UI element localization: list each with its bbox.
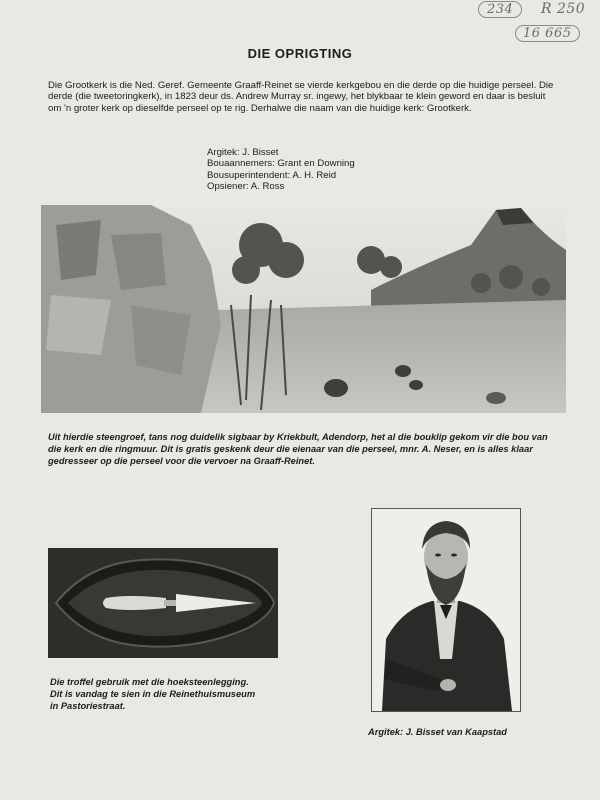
page-title: DIE OPRIGTING <box>247 46 353 61</box>
trowel-caption-line: Die troffel gebruik met die hoeksteenlegging. <box>50 677 249 687</box>
credits-list <box>207 147 355 192</box>
quarry-caption: Uit hierdie steengroef, tans nog duidelik sigbaar by Kriekbult, Adendorp, het al die bouklip gekom vir die bou van die kerk en die ringmuur. Dit is gratis geskenk deur die eienaar van die perseel, mnr. A. Neser, en is alles klaar gedresseer op die perseel voor die vervoer na Graaff-Reinet. <box>48 432 548 466</box>
credit-contractors: Bouaannemers: Grant en Downing <box>207 158 355 170</box>
credit-overseer: Opsiener: A. Ross <box>207 180 285 192</box>
intro-paragraph: Die Grootkerk is die Ned. Geref. Gemeente Graaff-Reinet se vierde kerkgebou en die derde op die huidige perseel. Die derde (die tweetoringkerk), in 1823 deur ds. Andrew Murray sr. ingewy, het blykbaar te klein geword en daar is besluit om 'n groter kerk op dieselfde perseel op te rig. Derhalwe die naam van die huidige kerk: Grootkerk. <box>48 80 554 114</box>
trowel-caption-line: Dit is vandag te sien in die Reinethuismuseum <box>50 689 256 699</box>
handwritten-reference: R 250 <box>541 1 586 17</box>
credit-architect: Argitek: J. Bisset <box>207 147 279 158</box>
credit-superintendent: Bousuperintendent: A. H. Reid <box>207 169 337 181</box>
portrait-caption: Argitek: J. Bisset van Kaapstad <box>368 727 507 737</box>
handwritten-code: 16 665 <box>515 25 580 42</box>
quarry-photo <box>41 205 566 413</box>
trowel-photo <box>48 548 278 658</box>
trowel-caption-line: in Pastoriestraat. <box>50 701 126 711</box>
trowel-caption <box>50 676 320 712</box>
handwritten-number: 234 <box>478 1 522 18</box>
portrait-photo <box>371 508 521 712</box>
